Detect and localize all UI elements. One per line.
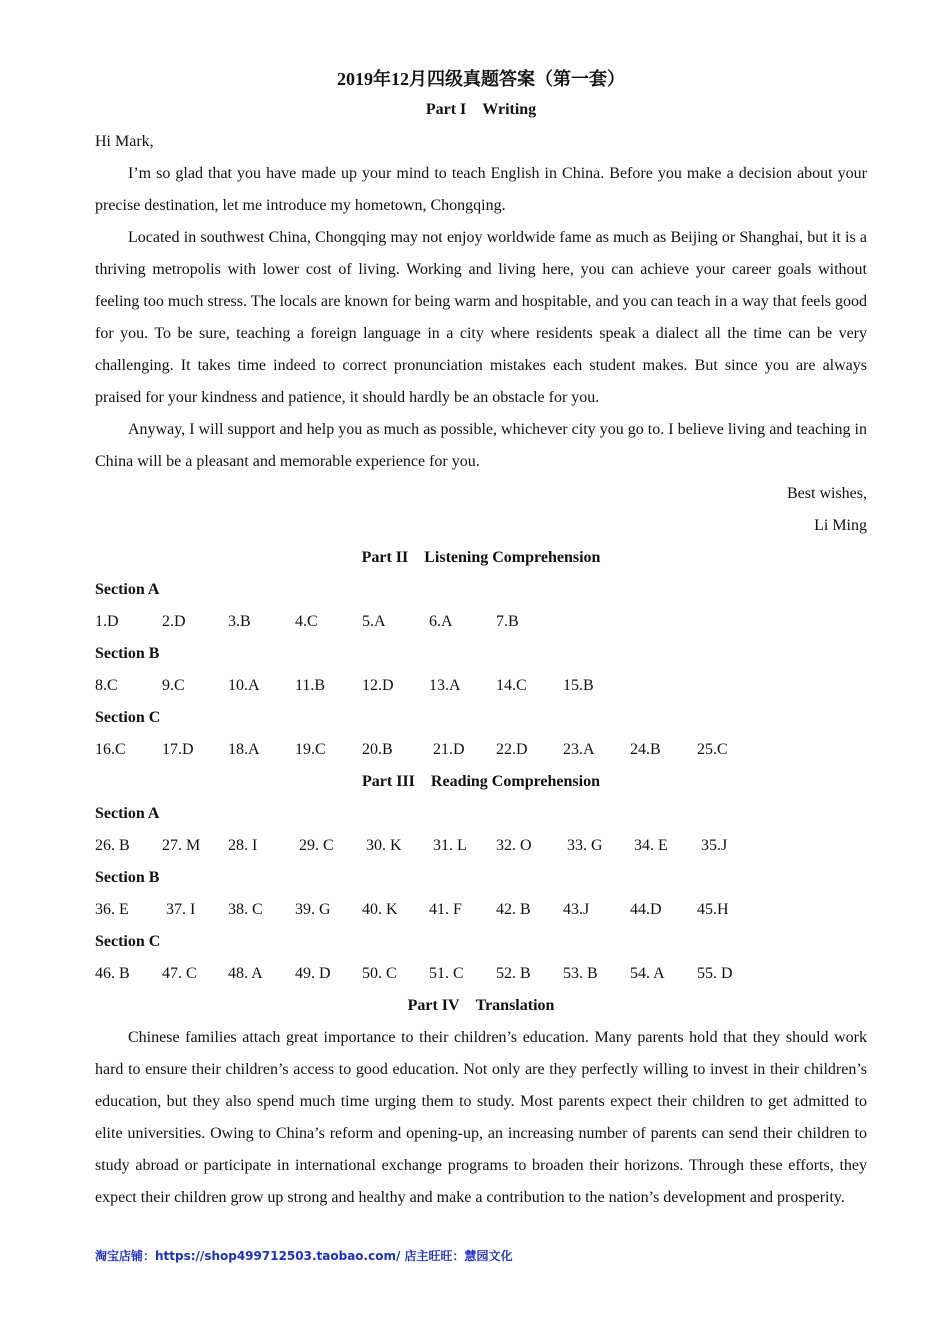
- answer-item: 8.C: [95, 677, 118, 694]
- answer-item: 35.J: [701, 837, 728, 854]
- listening-section-a-answers: [95, 606, 867, 638]
- part4-name: Translation: [475, 997, 555, 1014]
- part4-label: Part IV: [407, 997, 460, 1014]
- answer-item: 6.A: [429, 613, 453, 630]
- letter-paragraph: I’m so glad that you have made up your mind to teach English in China. Before you make a decision about your precise destination, let me introduce my hometown, Chongqing.: [95, 165, 867, 214]
- listening-section-c-answers: [95, 734, 867, 766]
- part2-label: Part II: [361, 549, 409, 566]
- answer-item: 2.D: [162, 613, 186, 630]
- answer-item: 42. B: [496, 901, 531, 918]
- answer-item: 43.J: [563, 901, 590, 918]
- listening-section-b-label: Section B: [95, 645, 160, 662]
- answer-item: 49. D: [295, 965, 331, 982]
- part3-label: Part III: [362, 773, 415, 790]
- answer-item: 18.A: [228, 741, 260, 758]
- answer-item: 7.B: [496, 613, 519, 630]
- answer-item: 48. A: [228, 965, 263, 982]
- answer-item: 20.B: [362, 741, 393, 758]
- answer-item: 44.D: [630, 901, 662, 918]
- answer-item: 30. K: [366, 837, 402, 854]
- reading-section-c-answers: [95, 958, 867, 990]
- answer-item: 25.C: [697, 741, 728, 758]
- answer-item: 3.B: [228, 613, 251, 630]
- reading-section-b-answers: [95, 894, 867, 926]
- part3-heading: [95, 766, 867, 798]
- answer-item: 33. G: [567, 837, 603, 854]
- part4-heading: [95, 990, 867, 1022]
- reading-section-a-label: Section A: [95, 805, 160, 822]
- part3-name: Reading Comprehension: [430, 773, 600, 790]
- answer-item: 38. C: [228, 901, 263, 918]
- answer-item: 24.B: [630, 741, 661, 758]
- answer-item: 16.C: [95, 741, 126, 758]
- part1-label: Part I: [425, 101, 467, 118]
- answer-item: 32. O: [496, 837, 532, 854]
- answer-item: 50. C: [362, 965, 397, 982]
- answer-item: 1.D: [95, 613, 119, 630]
- part1-heading: [95, 94, 867, 126]
- answer-item: 13.A: [429, 677, 461, 694]
- answer-item: 11.B: [295, 677, 326, 694]
- answer-item: 51. C: [429, 965, 464, 982]
- answer-item: 15.B: [563, 677, 594, 694]
- answer-item: 29. C: [299, 837, 334, 854]
- letter-paragraph: Located in southwest China, Chongqing may not enjoy worldwide fame as much as Beijing or Shanghai, but it is a thriving metropolis with lower cost of living. Working and living here, you can achieve your career goals without feeling too much stress. The locals are known for being warm and hospitable, and you can teach in a way that feels good for you. To be sure, teaching a foreign language in a city where residents speak a dialect all the time can be very challenging. It takes time indeed to correct pronunciation mistakes each student makes. But since you are always praised for your kindness and patience, it should hardly be an obstacle for you.: [95, 229, 867, 406]
- answer-item: 53. B: [563, 965, 598, 982]
- answer-item: 45.H: [697, 901, 729, 918]
- answer-item: 5.A: [362, 613, 386, 630]
- answer-item: 28. I: [228, 837, 258, 854]
- answer-document: [95, 58, 867, 1214]
- answer-item: 55. D: [697, 965, 733, 982]
- reading-section-a-answers: [95, 830, 867, 862]
- page-title: 2019年12月四级真题答案（第一套）: [337, 69, 625, 89]
- letter-paragraph: Anyway, I will support and help you as much as possible, whichever city you go to. I believe living and teaching in China will be a pleasant and memorable experience for you.: [95, 421, 867, 470]
- answer-item: 37. I: [166, 901, 196, 918]
- answer-item: 52. B: [496, 965, 531, 982]
- answer-item: 54. A: [630, 965, 665, 982]
- letter-closing: Best wishes,: [787, 485, 867, 502]
- letter-greeting: Hi Mark,: [95, 133, 154, 150]
- listening-section-c-label: Section C: [95, 709, 161, 726]
- answer-item: 26. B: [95, 837, 130, 854]
- answer-item: 14.C: [496, 677, 527, 694]
- answer-item: 41. F: [429, 901, 462, 918]
- answer-item: 31. L: [433, 837, 467, 854]
- reading-section-b-label: Section B: [95, 869, 160, 886]
- answer-item: 39. G: [295, 901, 331, 918]
- answer-item: 40. K: [362, 901, 398, 918]
- listening-section-b-answers: [95, 670, 867, 702]
- answer-item: 19.C: [295, 741, 326, 758]
- reading-section-c-label: Section C: [95, 933, 161, 950]
- answer-item: 17.D: [162, 741, 194, 758]
- answer-item: 46. B: [95, 965, 130, 982]
- answer-item: 22.D: [496, 741, 528, 758]
- answer-item: 12.D: [362, 677, 394, 694]
- answer-item: 10.A: [228, 677, 260, 694]
- translation-paragraph: Chinese families attach great importance to their children’s education. Many parents hold that they should work hard to ensure their children’s access to good education. Not only are they perfectly willing to invest in their children’s education, but they also spend much time urging them to study. Most parents expect their children to get admitted to elite universities. Owing to China’s reform and opening-up, an increasing number of parents can send their children to study abroad or participate in international exchange programs to broaden their horizons. Through these efforts, they expect their children grow up strong and healthy and make a contribution to the nation’s development and prosperity.: [95, 1029, 867, 1206]
- answer-item: 9.C: [162, 677, 185, 694]
- answer-item: 27. M: [162, 837, 201, 854]
- answer-item: 36. E: [95, 901, 129, 918]
- answer-item: 4.C: [295, 613, 318, 630]
- answer-item: 23.A: [563, 741, 595, 758]
- part2-heading: [95, 542, 867, 574]
- part2-name: Listening Comprehension: [424, 549, 601, 566]
- answer-item: 21.D: [433, 741, 465, 758]
- answer-item: 47. C: [162, 965, 197, 982]
- letter-signature: Li Ming: [814, 517, 867, 534]
- part1-name: Writing: [482, 101, 537, 118]
- answer-item: 34. E: [634, 837, 668, 854]
- listening-section-a-label: Section A: [95, 581, 160, 598]
- shop-footer-link[interactable]: 淘宝店铺：https://shop499712503.taobao.com/ 店主旺旺：慧园文化: [95, 1249, 513, 1263]
